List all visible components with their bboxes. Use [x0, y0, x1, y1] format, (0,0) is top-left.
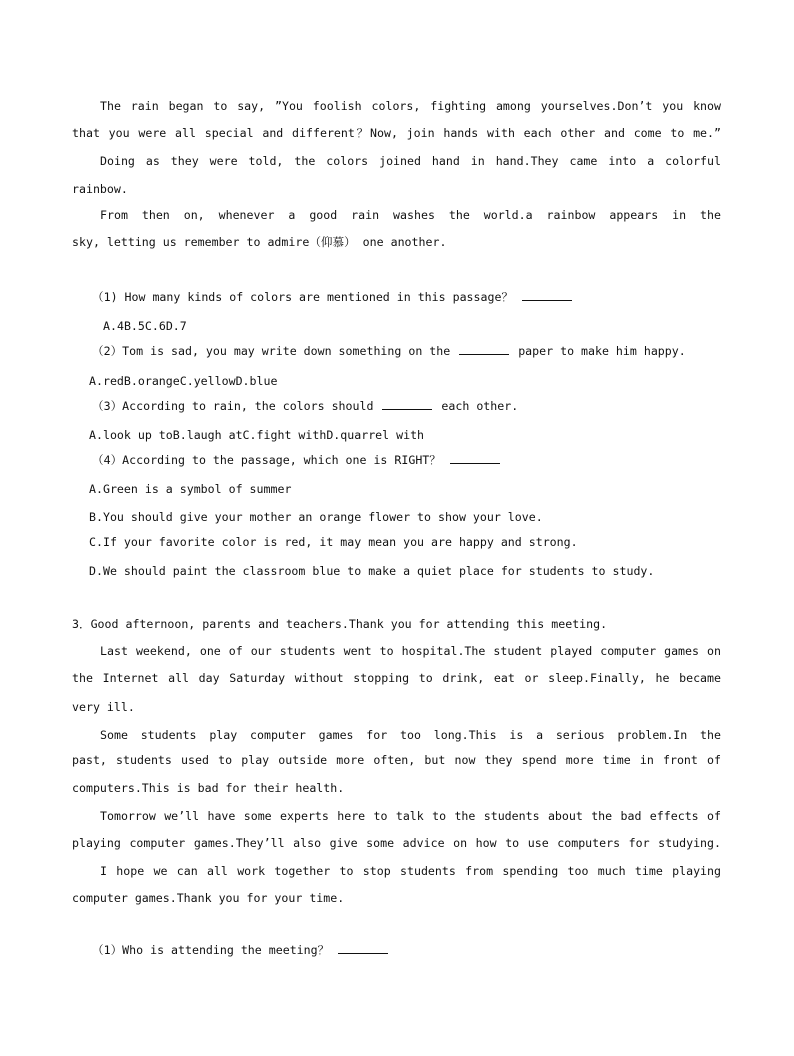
passage2-line-10: computer games.Thank you for your time. [72, 891, 345, 905]
question-4-option-a: A.Green is a symbol of summer [89, 482, 292, 496]
passage1-line-5: From then on, whenever a good rain washes the world.a rainbow appears in the [100, 208, 721, 222]
passage2-line-6: computers.This is bad for their health. [72, 781, 345, 795]
passage1-line-3: Doing as they were told, the colors joined hand in hand.They came into a colorful [100, 154, 721, 168]
question-1-options: A.4B.5C.6D.7 [103, 319, 187, 333]
passage1-line-2: that you were all special and different？Now, join hands with each other and come to me.” [72, 126, 721, 140]
question-3-options: A.look up toB.laugh atC.fight withD.quarrel with [89, 428, 425, 442]
passage2-line-3: very ill. [72, 700, 135, 714]
passage2-line-2: the Internet all day Saturday without stopping to drink, eat or sleep.Finally, he became [72, 671, 721, 685]
question-4-option-b: B.You should give your mother an orange flower to show your love. [89, 510, 543, 524]
passage2-heading: 3．Good afternoon, parents and teachers.Thank you for attending this meeting. [72, 617, 608, 631]
answer-blank[interactable] [338, 942, 388, 954]
passage1-line-6: sky, letting us remember to admire（仰慕） one another. [72, 235, 447, 249]
question-1-text: （1) How many kinds of colors are mentioned in this passage？ [92, 290, 514, 304]
question-2-1-text: （1）Who is attending the meeting？ [92, 943, 330, 957]
question-4-option-c: C.If your favorite color is red, it may mean you are happy and strong. [89, 535, 578, 549]
passage2-line-7: Tomorrow we’ll have some experts here to talk to the students about the bad effects of [100, 809, 721, 823]
question-2-1 [92, 942, 390, 958]
passage2-line-4: Some students play computer games for too long.This is a serious problem.In the [100, 728, 721, 742]
question-2 [92, 343, 686, 359]
question-1 [92, 289, 574, 305]
question-2-text-after: paper to make him happy. [518, 344, 686, 358]
question-3 [92, 398, 518, 414]
question-2-options: A.redB.orangeC.yellowD.blue [89, 374, 278, 388]
answer-blank[interactable] [450, 452, 500, 464]
answer-blank[interactable] [459, 343, 509, 355]
question-4-option-d: D.We should paint the classroom blue to make a quiet place for students to study. [89, 564, 655, 578]
passage1-line-4: rainbow. [72, 182, 128, 196]
passage1-line-1: The rain began to say, ”You foolish colors, fighting among yourselves.Don’t you know [100, 99, 721, 113]
passage2-line-1: Last weekend, one of our students went to hospital.The student played computer games on [100, 644, 721, 658]
passage2-line-9: I hope we can all work together to stop students from spending too much time playing [100, 864, 721, 878]
question-4-text: （4）According to the passage, which one is RIGHT？ [92, 453, 441, 467]
question-2-text-before: （2）Tom is sad, you may write down something on the [92, 344, 451, 358]
passage2-line-5: past, students used to play outside more often, but now they spend more time in front of [72, 753, 721, 767]
passage2-line-8: playing computer games.They’ll also give some advice on how to use computers for studying. [72, 836, 721, 850]
answer-blank[interactable] [522, 289, 572, 301]
answer-blank[interactable] [382, 398, 432, 410]
question-4 [92, 452, 502, 468]
question-3-text-before: （3）According to rain, the colors should [92, 399, 374, 413]
question-3-text-after: each other. [441, 399, 519, 413]
